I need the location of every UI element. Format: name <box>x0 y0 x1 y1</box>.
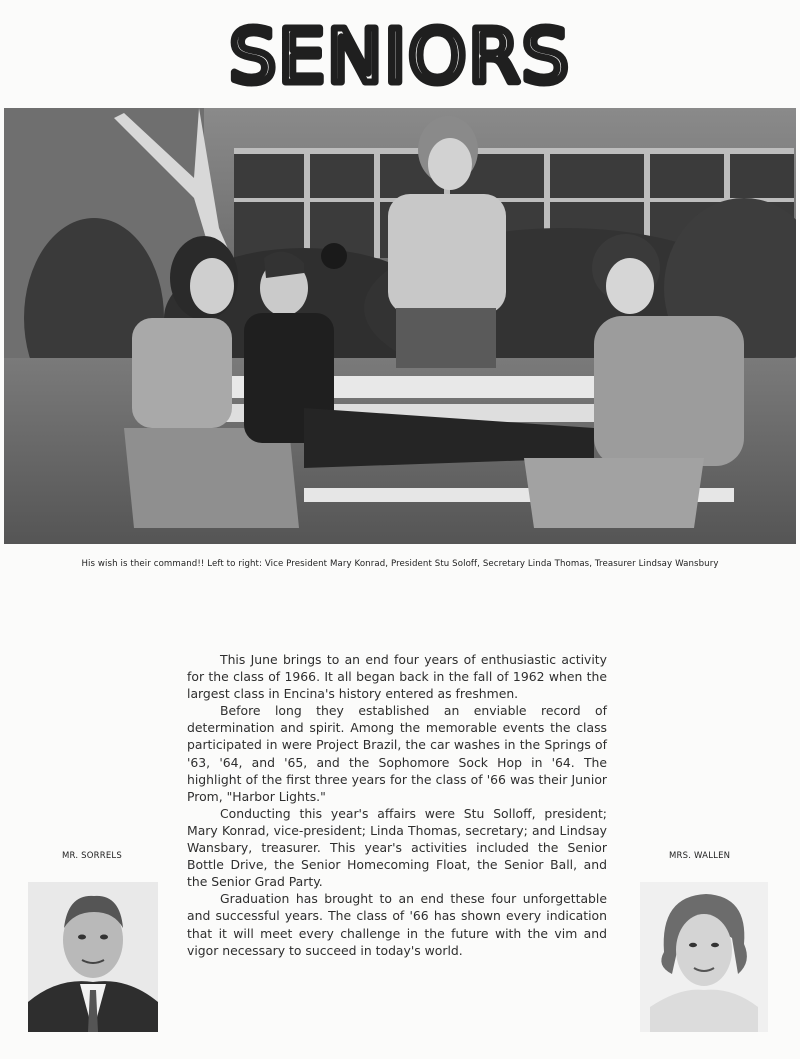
advisor-portrait-left <box>28 882 158 1032</box>
article-body <box>187 651 607 959</box>
advisor-label-right: MRS. WALLEN <box>669 851 731 861</box>
seniors-title-lettering <box>210 4 590 99</box>
advisor-portrait-right <box>640 882 768 1032</box>
advisor-label-left: MR. SORRELS <box>62 851 122 861</box>
photo-caption: His wish is their command!! Left to right: Vice President Mary Konrad, President Stu Soloff, Secretary Linda Thomas, Treasurer Lindsay Wansbury <box>81 559 719 569</box>
article-paragraph: Conducting this year's affairs were Stu Solloff, president; Mary Konrad, vice-president; Linda Thomas, secretary; and Lindsay Wansbary, treasurer. This year's activities included the Senior Bottle Drive, the Senior Homecoming Float, the Senior Ball, and the Senior Grad Party. <box>187 805 607 890</box>
page-title <box>0 4 800 104</box>
article-paragraph: This June brings to an end four years of enthusiastic activity for the class of 1966. It all began back in the fall of 1962 when the largest class in Encina's history entered as freshmen. <box>187 652 607 702</box>
group-photo-illustration <box>4 108 796 544</box>
woman-portrait-illustration <box>640 882 768 1032</box>
article-paragraph: Before long they established an enviable record of determination and spirit. Among the memorable events the class participated in were Project Brazil, the car washes in the Springs of '63, '64, and '65, and the Sophomore Sock Hop in '64. The highlight of the first three years for the class of '66 was their Junior Prom, "Harbor Lights." <box>187 703 607 804</box>
group-photo <box>4 108 796 544</box>
article-paragraph: Graduation has brought to an end these four unforgettable and successful years. The class of '66 has shown every indication that it will meet every challenge in the future with the vim and vigor necessary to succeed in today's world. <box>187 891 607 958</box>
svg-text:SENIORS: SENIORS <box>229 14 571 99</box>
man-portrait-illustration <box>28 882 158 1032</box>
